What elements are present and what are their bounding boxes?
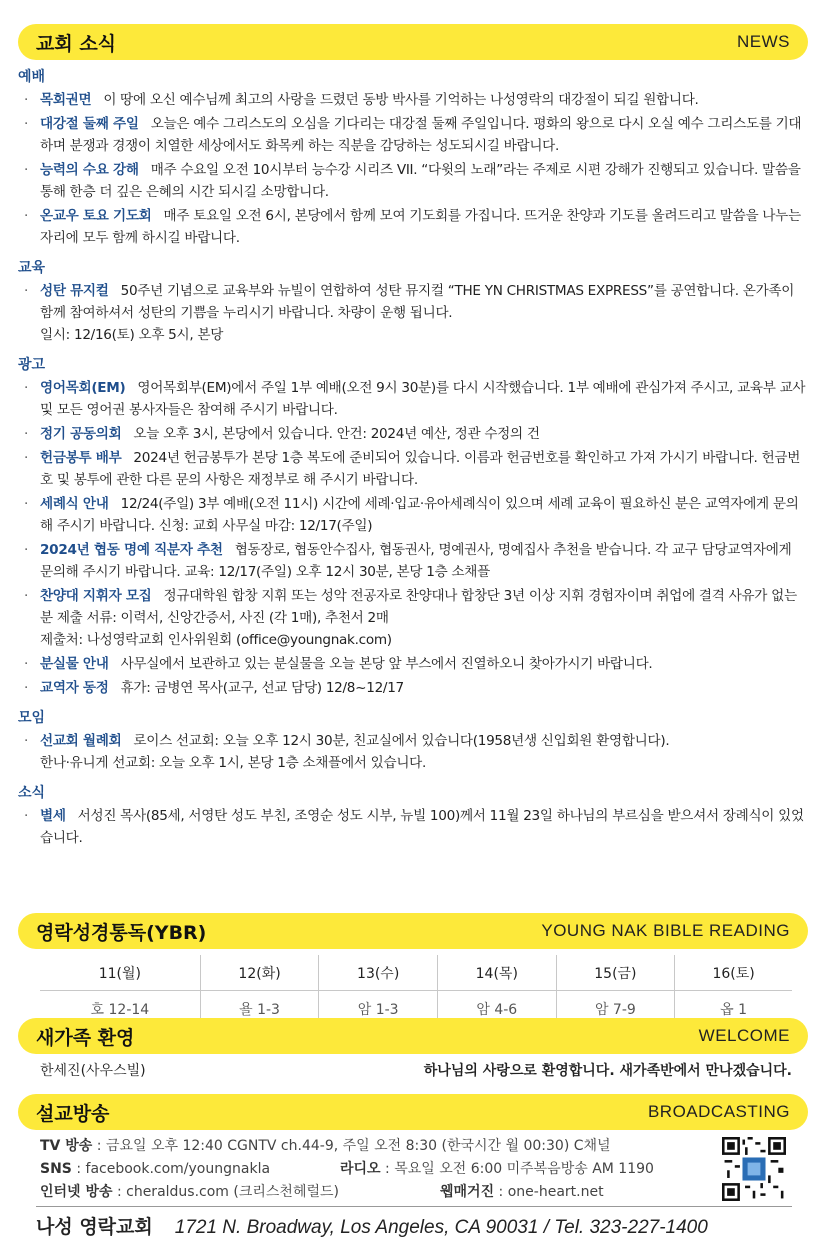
news-item-label: 별세: [40, 808, 66, 824]
internet-row: 인터넷 방송 : cheraldus.com (크리스천헤럴드) 웹매거진 : one-heart.net: [40, 1184, 604, 1200]
ybr-day: 11(월): [40, 955, 200, 991]
news-item-label: 분실물 안내: [40, 656, 109, 672]
news-item: [18, 205, 808, 249]
radio-text: 목요일 오전 6:00 미주복음방송 AM 1190: [394, 1161, 654, 1177]
web-link[interactable]: one-heart.net: [507, 1184, 604, 1200]
news-item-label: 성탄 뮤지컬: [40, 283, 109, 299]
ybr-day: 14(목): [437, 955, 556, 991]
ybr-day: 12(화): [200, 955, 319, 991]
footer: [36, 1212, 708, 1239]
news-banner: [18, 24, 808, 60]
news-item-text: 협동장로, 협동안수집사, 협동권사, 명예권사, 명예집사 추천을 받습니다. 각 교구 담당교역자에게 문의해 주시기 바랍니다. 교육: 12/17(주일) 오후 12시 30분, 본당 1층 소채플: [40, 542, 792, 580]
ybr-days-row: [40, 955, 792, 991]
ybr-reading: 암 7-9: [556, 991, 675, 1027]
bullet-icon: ·: [24, 116, 29, 132]
bullet-icon: ·: [24, 588, 29, 604]
news-item-text: 50주년 기념으로 교육부와 뉴빌이 연합하여 성탄 뮤지컬 “THE YN CHRISTMAS EXPRESS”를 공연합니다. 온가족이 함께 참여하셔서 성탄의 기쁨을 누리시기 바랍니다. 차량이 운행 됩니다.: [40, 283, 795, 321]
category-heading: 교육: [18, 260, 46, 276]
news-item-label: 세례식 안내: [40, 496, 109, 512]
broadcast-info: [40, 1135, 710, 1204]
tv-row: TV 방송 : 금요일 오후 12:40 CGNTV ch.44-9, 주일 오전 8:30 (한국시간 월 00:30) C채널: [40, 1135, 710, 1158]
bullet-icon: ·: [24, 680, 29, 696]
news-item-text: 12/24(주일) 3부 예배(오전 11시) 시간에 세례·입교·유아세례식이 있으며 세례 교육이 필요하신 분은 교역자에게 문의해 주시기 바랍니다. 신청: 교회 사무실 마감: 12/17(주일): [40, 496, 799, 534]
news-item-text: 2024년 헌금봉투가 본당 1층 복도에 준비되어 있습니다. 이름과 헌금번호를 확인하고 가져 가시기 바랍니다. 헌금번호 및 봉투에 관한 다른 문의 사항은 재정부로 해 주시기 바랍니다.: [40, 450, 801, 488]
church-address: 1721 N. Broadway, Los Angeles, CA 90031 / Tel. 323-227-1400: [174, 1217, 708, 1238]
welcome-title: 새가족 환영: [36, 1026, 135, 1049]
news-title: 교회 소식: [36, 32, 117, 55]
sns-row: SNS : facebook.com/youngnakla 라디오 : 목요일 오전 6:00 미주복음방송 AM 1190: [40, 1161, 654, 1177]
bullet-icon: ·: [24, 208, 29, 224]
news-item-text: 휴가: 금병연 목사(교구, 선교 담당) 12/8~12/17: [120, 680, 404, 696]
ybr-day: 15(금): [556, 955, 675, 991]
news-item-label: 교역자 동정: [40, 680, 109, 696]
new-member-name: 한세진(사우스빌): [40, 1063, 146, 1079]
sns-link[interactable]: facebook.com/youngnakla: [85, 1161, 271, 1177]
news-item: [18, 280, 808, 346]
news-item-label: 헌금봉투 배부: [40, 450, 122, 466]
internet-label: 인터넷 방송: [40, 1184, 113, 1200]
bullet-icon: ·: [24, 450, 29, 466]
news-item: [18, 423, 808, 445]
bullet-icon: ·: [24, 92, 29, 108]
ybr-reading: 옵 1: [720, 1001, 748, 1018]
church-name: 나성 영락교회: [36, 1216, 153, 1238]
bullet-icon: ·: [24, 380, 29, 396]
news-item-text: 오늘 오후 3시, 본당에서 있습니다. 안건: 2024년 예산, 정관 수정의 건: [133, 426, 540, 442]
bullet-icon: ·: [24, 162, 29, 178]
broadcast-eng-title: BROADCASTING: [647, 1102, 790, 1121]
tv-text: 금요일 오후 12:40 CGNTV ch.44-9, 주일 오전 8:30 (한국시간 월 00:30) C채널: [105, 1138, 611, 1154]
news-eng-title: NEWS: [737, 32, 790, 51]
category-heading: 모임: [18, 710, 46, 726]
news-item-label: 선교회 월례회: [40, 733, 122, 749]
news-item: [18, 159, 808, 203]
news-item-text: 이 땅에 오신 예수님께 최고의 사랑을 드렸던 동방 박사를 기억하는 나성영락의 대강절이 되길 원합니다.: [103, 92, 699, 108]
bullet-icon: ·: [24, 283, 29, 299]
welcome-row: [40, 1060, 792, 1080]
news-section: [18, 66, 808, 857]
news-item-text: 영어목회부(EM)에서 주일 1부 예배(오전 9시 30분)를 다시 시작했습니다. 1부 예배에 관심가져 주시고, 교육부 교사 및 모든 영어권 봉사자들은 참여해 주시기 바랍니다.: [40, 380, 806, 418]
web-label: 웹매거진: [440, 1184, 495, 1200]
footer-divider: [36, 1206, 792, 1207]
category-heading: 광고: [18, 357, 46, 373]
news-category: [18, 782, 808, 849]
news-item-label: 찬양대 지휘자 모집: [40, 588, 152, 604]
bullet-icon: ·: [24, 808, 29, 824]
news-item: [18, 730, 808, 774]
ybr-day: 16(토): [675, 955, 792, 991]
ybr-reading: 암 1-3: [319, 991, 438, 1027]
ybr-title: 영락성경통독(YBR): [36, 921, 207, 944]
news-item-extra: 한나·유니게 선교회: 오늘 오후 1시, 본당 1층 소채플에서 있습니다.: [40, 755, 426, 771]
news-item-text: 오늘은 예수 그리스도의 오심을 기다리는 대강절 둘째 주일입니다. 평화의 왕으로 다시 오실 예수 그리스도를 기대하며 분쟁과 경쟁이 치열한 세상에서도 화목케 하는 직분을 감당하는 성도되시길 바랍니다.: [40, 116, 802, 154]
news-item-label: 정기 공동의회: [40, 426, 122, 442]
news-item-label: 온교우 토요 기도회: [40, 208, 152, 224]
ybr-reading: 호 12-14: [40, 991, 200, 1027]
news-item-label: 목회권면: [40, 92, 92, 108]
category-heading: 예배: [18, 69, 46, 85]
category-heading: 소식: [18, 785, 46, 801]
news-item: [18, 89, 808, 111]
radio-label: 라디오: [340, 1161, 381, 1177]
bullet-icon: ·: [24, 656, 29, 672]
broadcast-banner: [18, 1094, 808, 1130]
news-item-label: 영어목회(EM): [40, 380, 126, 396]
ybr-reading: 욜 1-3: [200, 991, 319, 1027]
welcome-banner: [18, 1018, 808, 1054]
bullet-icon: ·: [24, 733, 29, 749]
news-item: [18, 447, 808, 491]
news-item-text: 서성진 목사(85세, 서영탄 성도 부친, 조영순 성도 시부, 뉴빌 100)께서 11월 23일 하나님의 부르심을 받으셔서 장례식이 있었습니다.: [40, 808, 804, 846]
news-category: [18, 354, 808, 699]
news-item-text: 로이스 선교회: 오늘 오후 12시 30분, 친교실에서 있습니다(1958년생 신입회원 환영합니다).: [133, 733, 670, 749]
sns-label: SNS: [40, 1161, 72, 1177]
ybr-table: [40, 955, 792, 1026]
news-item-label: 2024년 협동 명예 직분자 추천: [40, 542, 223, 558]
welcome-message: 하나님의 사랑으로 환영합니다. 새가족반에서 만나겠습니다.: [423, 1063, 792, 1079]
ybr-reading: 암 4-6: [437, 991, 556, 1027]
ybr-day: 13(수): [319, 955, 438, 991]
news-category: [18, 66, 808, 249]
internet-link[interactable]: cheraldus.com (크리스천헤럴드): [126, 1184, 339, 1200]
news-item-label: 대강절 둘째 주일: [40, 116, 139, 132]
news-item: [18, 585, 808, 651]
bullet-icon: ·: [24, 542, 29, 558]
news-item: [18, 653, 808, 675]
qr-code-icon[interactable]: [722, 1137, 786, 1201]
news-item: [18, 677, 808, 699]
news-category: [18, 707, 808, 774]
ybr-eng-title: YOUNG NAK BIBLE READING: [541, 921, 790, 940]
tv-label: TV 방송: [40, 1138, 93, 1154]
news-item-extra: 일시: 12/16(토) 오후 5시, 본당: [40, 327, 224, 343]
news-item-label: 능력의 수요 강해: [40, 162, 139, 178]
news-item: [18, 113, 808, 157]
news-item: [18, 539, 808, 583]
news-item: [18, 493, 808, 537]
broadcast-title: 설교방송: [36, 1102, 110, 1125]
news-item-text: 매주 토요일 오전 6시, 본당에서 함께 모여 기도회를 가집니다. 뜨거운 찬양과 기도를 올려드리고 말씀을 나누는 자리에 모두 함께 하시길 바랍니다.: [40, 208, 801, 246]
news-category: [18, 257, 808, 346]
news-item-text: 사무실에서 보관하고 있는 분실물을 오늘 본당 앞 부스에서 진열하오니 찾아가시기 바랍니다.: [120, 656, 653, 672]
news-item-extra: 제출처: 나성영락교회 인사위원회 (office@youngnak.com): [40, 632, 392, 648]
news-item-text: 정규대학원 합창 지휘 또는 성악 전공자로 찬양대나 합창단 3년 이상 지휘 경험자이며 취업에 결격 사유가 없는 분 제출 서류: 이력서, 신앙간증서, 사진 (각 1매), 추천서 2매: [40, 588, 797, 626]
ybr-banner: [18, 913, 808, 949]
news-item-text: 매주 수요일 오전 10시부터 능수강 시리즈 VII. “다윗의 노래”라는 주제로 시편 강해가 진행되고 있습니다. 말씀을 통해 한층 더 깊은 은혜의 시간 되시길 소망합니다.: [40, 162, 801, 200]
bullet-icon: ·: [24, 496, 29, 512]
news-item: [18, 805, 808, 849]
news-item: [18, 377, 808, 421]
welcome-eng-title: WELCOME: [698, 1026, 790, 1045]
bullet-icon: ·: [24, 426, 29, 442]
